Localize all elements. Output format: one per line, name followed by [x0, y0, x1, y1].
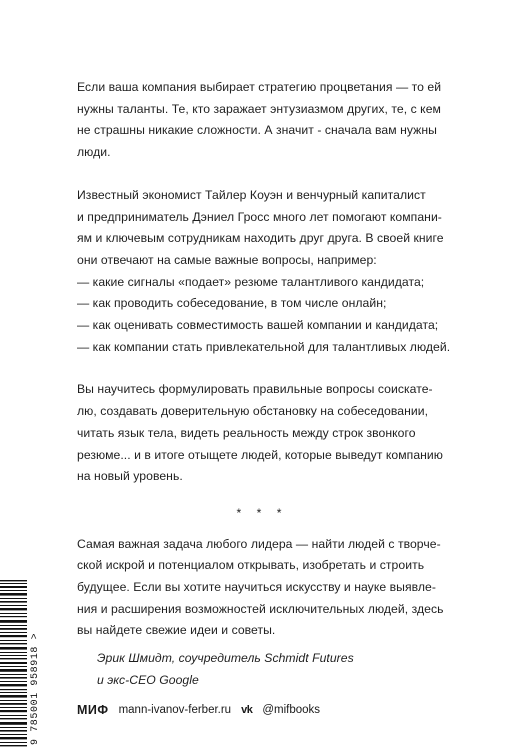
list-item: — какие сигналы «подает» резюме талантливого кандидата;: [77, 274, 425, 289]
text-line: Известный экономист Тайлер Коуэн и венчурный капиталист: [77, 187, 426, 202]
quote-paragraph: [77, 534, 447, 643]
text-line: нужны таланты. Те, кто заражает энтузиазмом других, те, с кем: [77, 101, 441, 116]
text-line: ям и ключевым сотрудникам находить друг друга. В своей книге: [77, 231, 444, 246]
isbn-number: 9 785001 958918 >: [30, 632, 41, 745]
cover-text: [77, 77, 451, 692]
publisher-logo: МИФ: [77, 703, 109, 717]
text-line: ской искрой и потенциалом открывать, изобретать и строить: [77, 558, 425, 573]
vk-icon[interactable]: vk: [241, 704, 253, 716]
list-item: — как компании стать привлекательной для талантливых людей.: [77, 339, 451, 354]
text-line: Вы научитесь формулировать правильные вопросы соискате-: [77, 382, 433, 397]
text-line: Если ваша компания выбирает стратегию процветания — то ей: [77, 80, 442, 94]
isbn-barcode: [0, 580, 46, 750]
list-item: — как проводить собеседование, в том числе онлайн;: [77, 296, 387, 311]
intro-paragraph: [77, 77, 447, 164]
text-line: читать язык тела, видеть реальность между строк звонкого: [77, 425, 416, 440]
text-line: вы найдете свежие идеи и советы.: [77, 623, 276, 638]
authors-paragraph: [77, 185, 451, 359]
social-handle-link[interactable]: @mifbooks: [262, 704, 321, 716]
quote-attribution: [97, 648, 447, 691]
text-line: резюме... и в итоге отыщете людей, которые выведут компанию: [77, 447, 443, 462]
list-item: — как оценивать совместимость вашей компании и кандидата;: [77, 318, 439, 333]
text-line: лю, создавать доверительную обстановку на собеседовании,: [77, 404, 429, 419]
text-line: и предприниматель Дэниел Гросс много лет помогают компани-: [77, 209, 442, 224]
text-line: люди.: [77, 145, 111, 160]
text-line: Самая важная задача любого лидера — найти людей с творче-: [77, 536, 441, 551]
text-line: не страшны никакие сложности. А значит - сначала вам нужны: [77, 123, 437, 138]
text-line: и экс-CEO Google: [97, 672, 199, 687]
text-line: будущее. Если вы хотите научиться искусству и науке выявле-: [77, 580, 436, 595]
text-line: ния и расширения возможностей исключительных людей, здесь: [77, 601, 444, 616]
text-line: Эрик Шмидт, соучредитель Schmidt Futures: [97, 651, 354, 666]
benefits-paragraph: [77, 379, 447, 488]
publisher-footer: [77, 702, 320, 718]
barcode-icon: [0, 580, 27, 750]
text-line: они отвечают на самые важные вопросы, например:: [77, 252, 377, 267]
section-separator: * * *: [236, 505, 288, 520]
website-link[interactable]: mann-ivanov-ferber.ru: [118, 704, 232, 716]
text-line: на новый уровень.: [77, 469, 183, 484]
